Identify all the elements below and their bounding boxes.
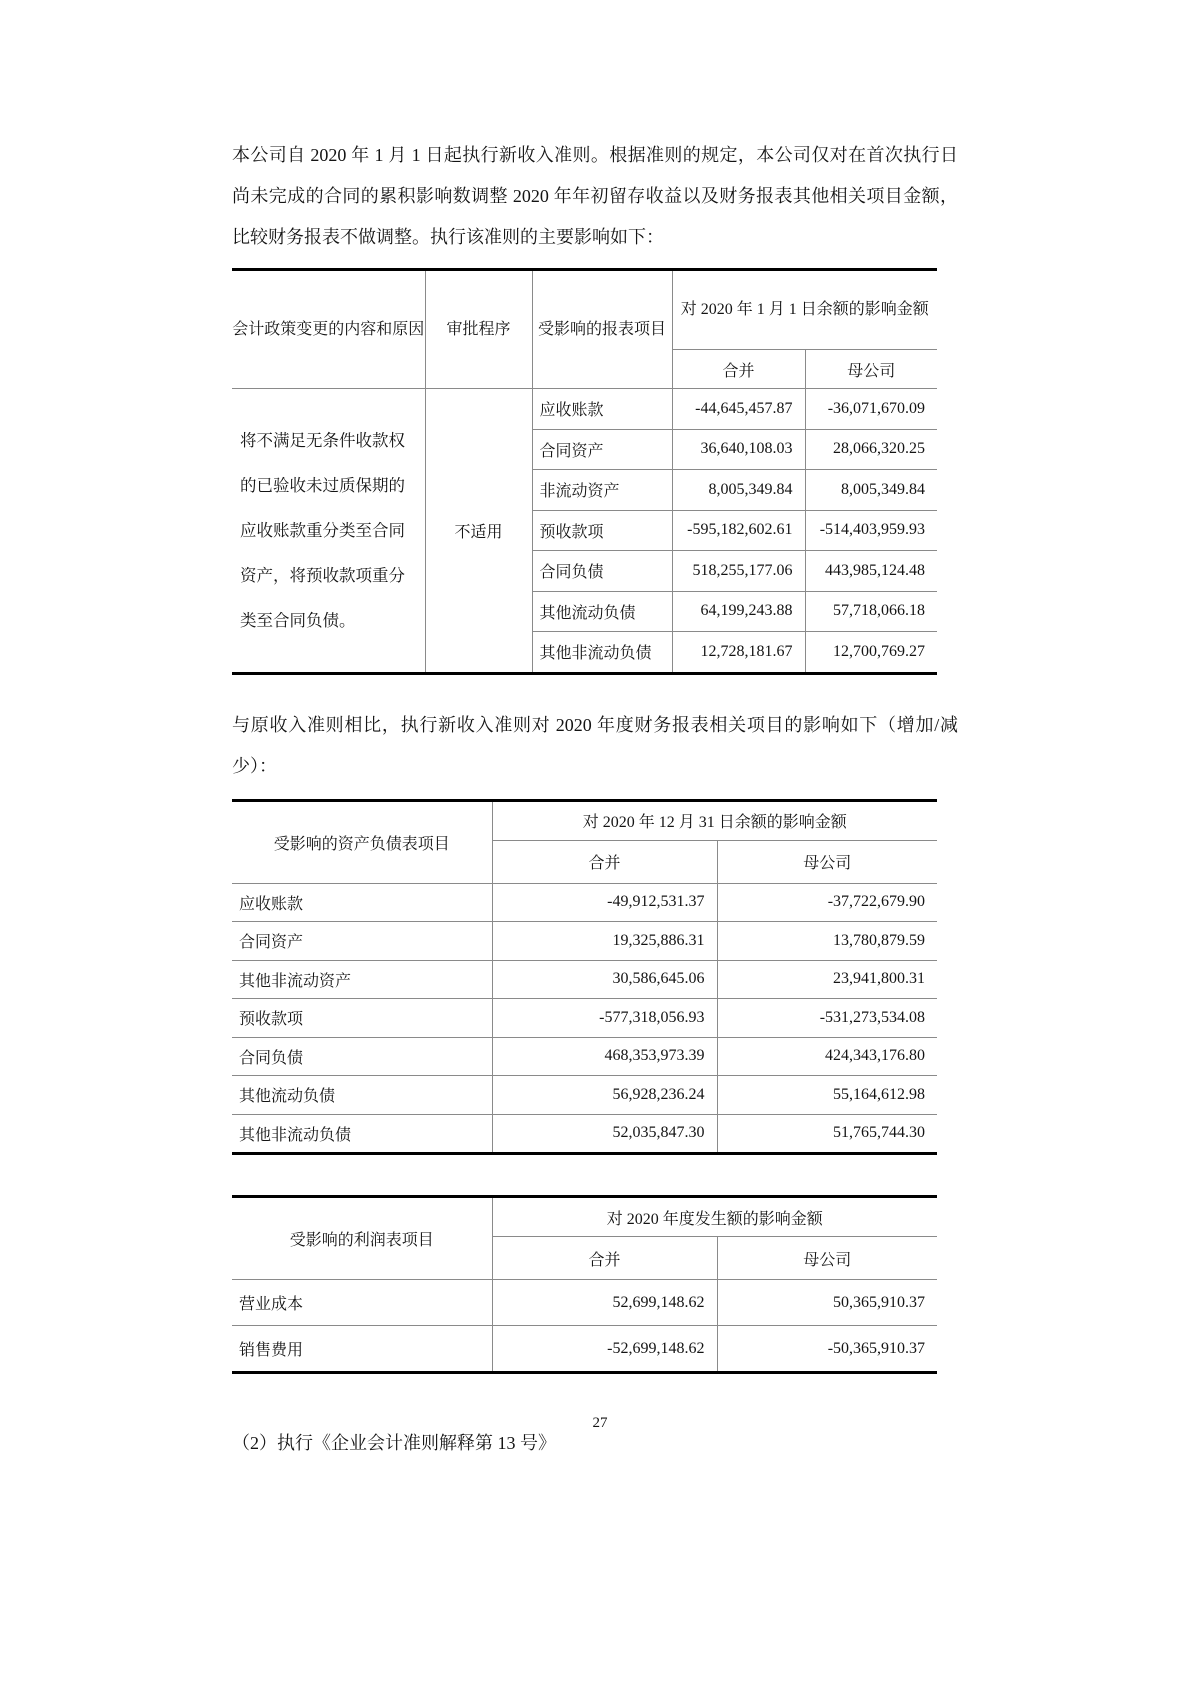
table-row	[232, 883, 937, 922]
table-row	[232, 960, 937, 999]
cell-parent: 443,985,124.48	[805, 551, 937, 592]
header-affected-items: 受影响的报表项目	[532, 270, 672, 389]
header-affected-is-items: 受影响的利润表项目	[232, 1197, 492, 1280]
cell-consolidated: 30,586,645.06	[492, 960, 717, 999]
cell-item: 合同负债	[532, 551, 672, 592]
footnote: （2）执行《企业会计准则解释第 13 号》	[232, 1433, 556, 1453]
cell-item: 营业成本	[232, 1280, 492, 1326]
cell-item: 其他非流动负债	[232, 1114, 492, 1154]
table1-header	[232, 270, 937, 389]
header-affected-bs-items: 受影响的资产负债表项目	[232, 800, 492, 883]
cell-consolidated: 19,325,886.31	[492, 922, 717, 961]
cell-consolidated: 56,928,236.24	[492, 1076, 717, 1115]
table2-header	[232, 800, 937, 883]
cell-consolidated: 8,005,349.84	[672, 470, 805, 511]
table-row	[232, 1076, 937, 1115]
intro-paragraph: 本公司自 2020 年 1 月 1 日起执行新收入准则。根据准则的规定，本公司仅对在首次执行日尚未完成的合同的累积影响数调整 2020 年年初留存收益以及财务报表其他相关项目金额，比较财务报表不做调整。执行该准则的主要影响如下：	[232, 145, 958, 247]
cell-item: 销售费用	[232, 1326, 492, 1373]
page-number: 27	[592, 1415, 608, 1431]
cell-parent: 8,005,349.84	[805, 470, 937, 511]
cell-consolidated: 468,353,973.39	[492, 1037, 717, 1076]
cell-item: 合同资产	[232, 922, 492, 961]
cell-consolidated: 518,255,177.06	[672, 551, 805, 592]
cell-parent: 12,700,769.27	[805, 632, 937, 674]
balance-sheet-impact-table	[232, 799, 937, 1156]
header-impact-amount: 对 2020 年 12 月 31 日余额的影响金额	[492, 800, 937, 840]
cell-item: 其他非流动资产	[232, 960, 492, 999]
cell-consolidated: -49,912,531.37	[492, 883, 717, 922]
cell-parent: 23,941,800.31	[717, 960, 937, 999]
cell-consolidated: -52,699,148.62	[492, 1326, 717, 1373]
cell-parent: 57,718,066.18	[805, 591, 937, 632]
cell-consolidated: 64,199,243.88	[672, 591, 805, 632]
cell-consolidated: 52,699,148.62	[492, 1280, 717, 1326]
table-row	[232, 1037, 937, 1076]
policy-change-reason: 将不满足无条件收款权的已验收未过质保期的应收账款重分类至合同资产，将预收款项重分类至合同负债。	[232, 389, 425, 674]
table3-header	[232, 1197, 937, 1280]
table-header-row	[232, 1197, 937, 1237]
cell-item: 预收款项	[532, 510, 672, 551]
header-consolidated: 合并	[492, 840, 717, 883]
cell-item: 其他流动负债	[232, 1076, 492, 1115]
cell-parent: -37,722,679.90	[717, 883, 937, 922]
cell-parent: -50,365,910.37	[717, 1326, 937, 1373]
header-impact-amount: 对 2020 年 1 月 1 日余额的影响金额	[672, 270, 937, 350]
cell-consolidated: 52,035,847.30	[492, 1114, 717, 1154]
cell-item: 应收账款	[532, 389, 672, 430]
second-paragraph: 与原收入准则相比，执行新收入准则对 2020 年度财务报表相关项目的影响如下（增加/减少）：	[232, 714, 958, 776]
table-row	[232, 1280, 937, 1326]
cell-item: 预收款项	[232, 999, 492, 1038]
table-row	[232, 922, 937, 961]
cell-item: 合同资产	[532, 429, 672, 470]
cell-consolidated: 12,728,181.67	[672, 632, 805, 674]
header-consolidated: 合并	[492, 1237, 717, 1280]
header-impact-amount: 对 2020 年度发生额的影响金额	[492, 1197, 937, 1237]
accounting-policy-change-table	[232, 268, 937, 675]
table-row	[232, 1326, 937, 1373]
cell-parent: 13,780,879.59	[717, 922, 937, 961]
header-parent-company: 母公司	[805, 350, 937, 389]
cell-parent: -36,071,670.09	[805, 389, 937, 430]
table-row	[232, 999, 937, 1038]
header-approval-procedure: 审批程序	[425, 270, 532, 389]
table-row	[232, 389, 937, 430]
cell-item: 其他流动负债	[532, 591, 672, 632]
cell-item: 非流动资产	[532, 470, 672, 511]
cell-item: 应收账款	[232, 883, 492, 922]
cell-parent: 50,365,910.37	[717, 1280, 937, 1326]
header-parent-company: 母公司	[717, 1237, 937, 1280]
cell-parent: 55,164,612.98	[717, 1076, 937, 1115]
page-content	[232, 0, 958, 1455]
cell-consolidated: -577,318,056.93	[492, 999, 717, 1038]
cell-item: 合同负债	[232, 1037, 492, 1076]
cell-consolidated: -44,645,457.87	[672, 389, 805, 430]
income-statement-impact-table	[232, 1195, 937, 1374]
cell-parent: 51,765,744.30	[717, 1114, 937, 1154]
table-header-row	[232, 800, 937, 840]
table-header-row	[232, 270, 937, 350]
table-row	[232, 1114, 937, 1154]
header-parent-company: 母公司	[717, 840, 937, 883]
cell-parent: -531,273,534.08	[717, 999, 937, 1038]
header-change-content: 会计政策变更的内容和原因	[232, 270, 425, 389]
cell-parent: 28,066,320.25	[805, 429, 937, 470]
cell-consolidated: 36,640,108.03	[672, 429, 805, 470]
header-consolidated: 合并	[672, 350, 805, 389]
approval-status: 不适用	[425, 389, 532, 674]
cell-item: 其他非流动负债	[532, 632, 672, 674]
cell-parent: 424,343,176.80	[717, 1037, 937, 1076]
cell-consolidated: -595,182,602.61	[672, 510, 805, 551]
cell-parent: -514,403,959.93	[805, 510, 937, 551]
spacer	[232, 1155, 958, 1195]
